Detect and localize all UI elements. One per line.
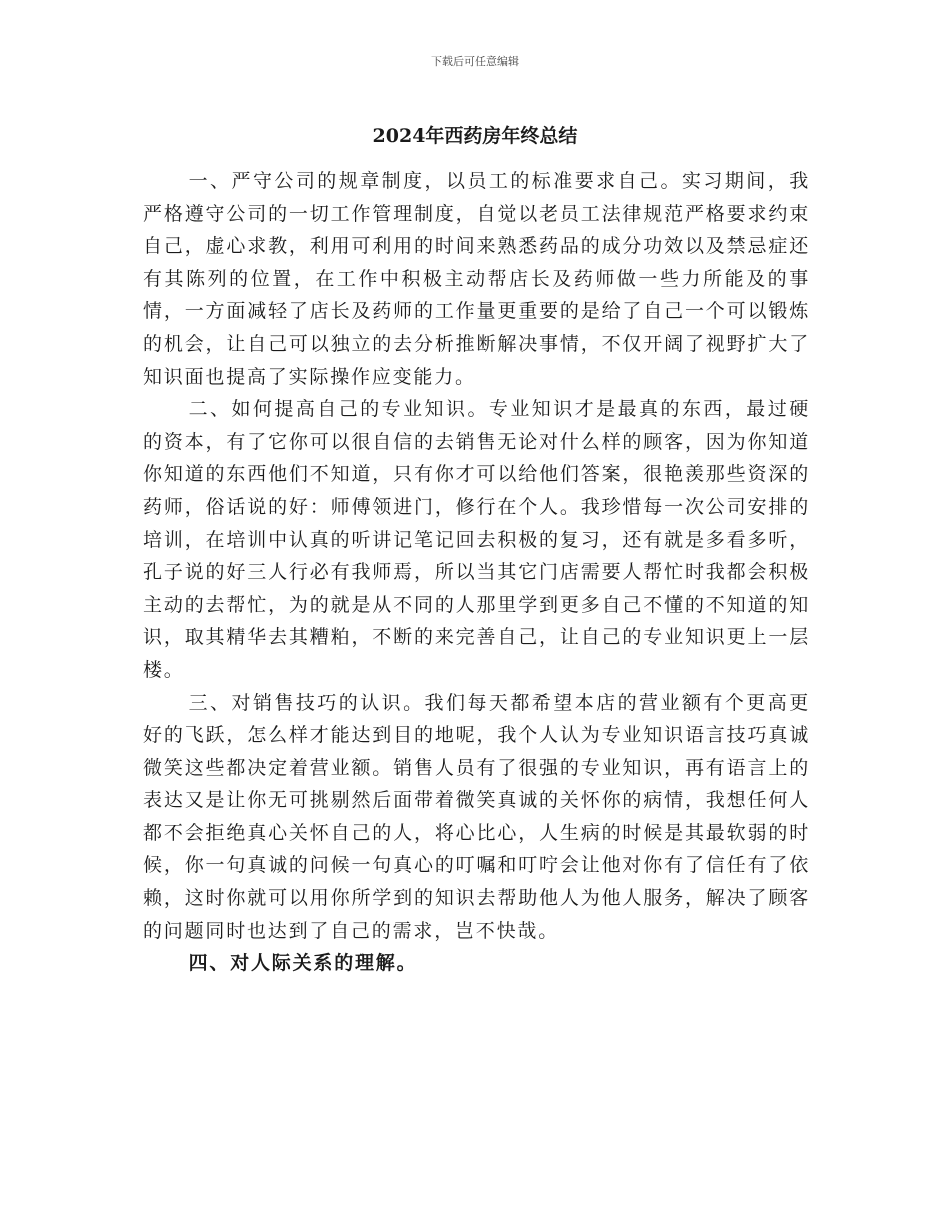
paragraph-2: 二、如何提高自己的专业知识。专业知识才是最真的东西，最过硬的资本，有了它你可以很自信的去销售无论对什么样的顾客，因为你知道你知道的东西他们不知道，只有你才可以给他们答案，很艳羡那些资深的药师，俗话说的好：师傅领进门，修行在个人。我珍惜每一次公司安排的培训，在培训中认真的听讲记笔记回去积极的复习，还有就是多看多听，孔子说的好三人行必有我师焉，所以当其它门店需要人帮忙时我都会积极主动的去帮忙，为的就是从不同的人那里学到更多自己不懂的不知道的知识，取其精华去其糟粕，不断的来完善自己，让自己的专业知识更上一层楼。 (143, 398, 810, 681)
document-title: 2024年西药房年终总结 (372, 125, 578, 147)
paragraph-3: 三、对销售技巧的认识。我们每天都希望本店的营业额有个更高更好的飞跃，怎么样才能达到目的地呢，我个人认为专业知识语言技巧真诚微笑这些都决定着营业额。销售人员有了很强的专业知识，再有语言上的表达又是让你无可挑剔然后面带着微笑真诚的关怀你的病情，我想任何人都不会拒绝真心关怀自己的人，将心比心，人生病的时候是其最软弱的时候，你一句真诚的问候一句真心的叮嘱和叮咛会让他对你有了信任有了依赖，这时你就可以用你所学到的知识去帮助他人为他人服务，解决了顾客的问题同时也达到了自己的需求，岂不快哉。 (143, 691, 810, 942)
section-heading-4: 四、对人际关系的理解。 (188, 952, 418, 975)
paragraph-1: 一、严守公司的规章制度，以员工的标准要求自己。实习期间，我严格遵守公司的一切工作管理制度，自觉以老员工法律规范严格要求约束自己，虚心求教，利用可利用的时间来熟悉药品的成分功效以及禁忌症还有其陈列的位置，在工作中积极主动帮店长及药师做一些力所能及的事情，一方面减轻了店长及药师的工作量更重要的是给了自己一个可以锻炼的机会，让自己可以独立的去分析推断解决事情，不仅开阔了视野扩大了知识面也提高了实际操作应变能力。 (143, 170, 810, 388)
header-note: 下载后可任意编辑 (431, 55, 519, 68)
document-body (143, 165, 810, 980)
